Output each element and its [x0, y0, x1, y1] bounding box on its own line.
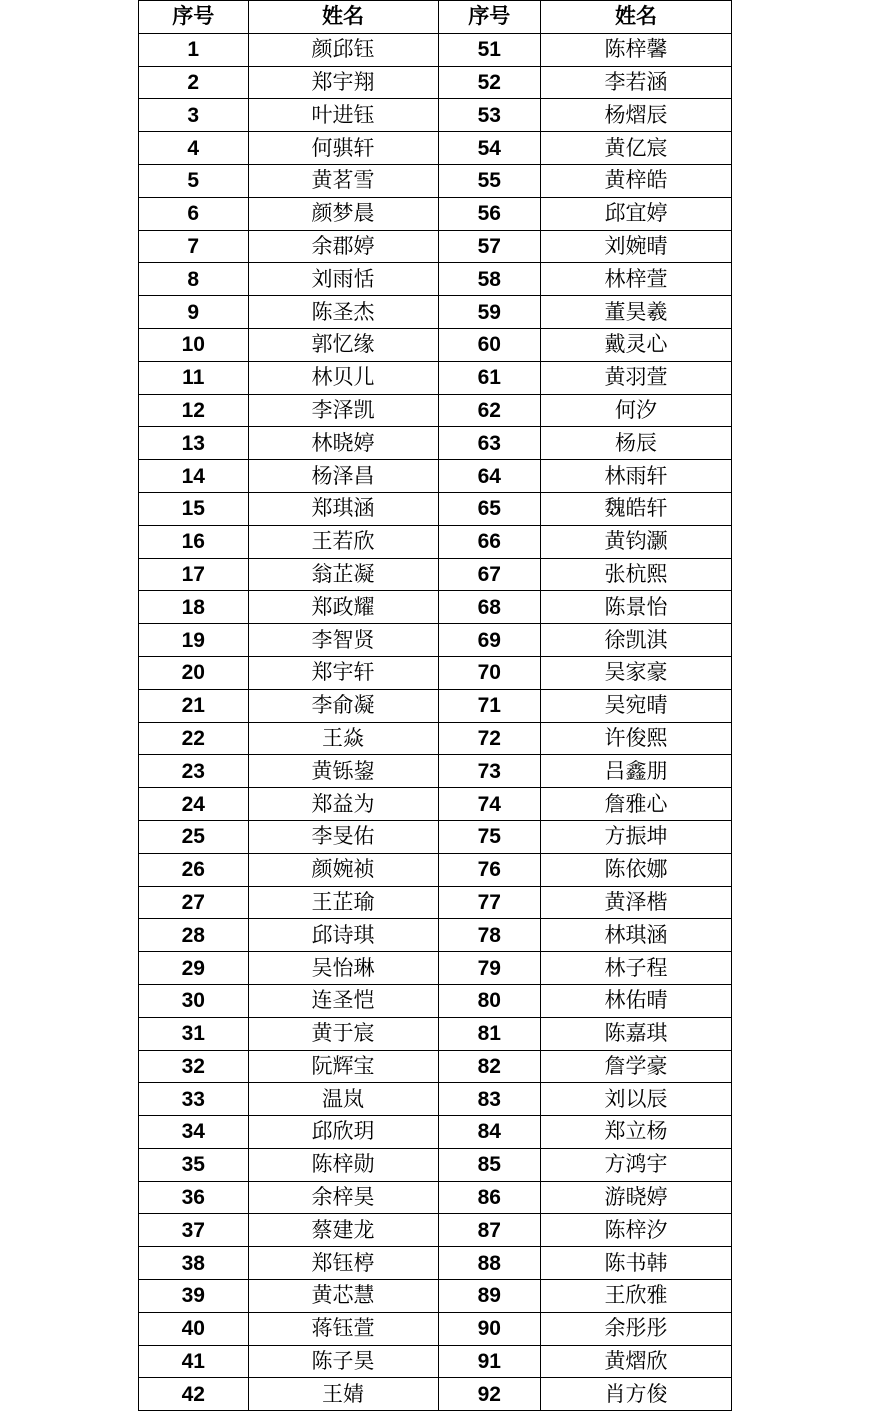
seq-number-right: 82 — [438, 1050, 541, 1083]
table-row — [139, 197, 732, 230]
seq-number-right: 54 — [438, 132, 541, 165]
seq-number-left: 34 — [139, 1116, 249, 1149]
student-name-left: 郑琪涵 — [248, 492, 438, 525]
seq-number-right: 52 — [438, 66, 541, 99]
table-row — [139, 984, 732, 1017]
student-name-left: 陈子昊 — [248, 1345, 438, 1378]
student-name-left: 颜婉祯 — [248, 853, 438, 886]
seq-number-right: 67 — [438, 558, 541, 591]
seq-number-right: 56 — [438, 197, 541, 230]
seq-number-right: 64 — [438, 460, 541, 493]
student-name-left: 王婧 — [248, 1378, 438, 1411]
student-name-right: 邱宜婷 — [541, 197, 732, 230]
student-name-right: 游晓婷 — [541, 1181, 732, 1214]
seq-number-right: 69 — [438, 624, 541, 657]
seq-number-left: 23 — [139, 755, 249, 788]
table-row — [139, 1083, 732, 1116]
seq-number-left: 29 — [139, 952, 249, 985]
seq-number-right: 73 — [438, 755, 541, 788]
seq-number-right: 84 — [438, 1116, 541, 1149]
table-row — [139, 263, 732, 296]
seq-number-left: 12 — [139, 394, 249, 427]
header-row — [139, 1, 732, 34]
table-row — [139, 394, 732, 427]
student-name-right: 詹雅心 — [541, 788, 732, 821]
seq-number-left: 17 — [139, 558, 249, 591]
student-name-right: 陈嘉琪 — [541, 1017, 732, 1050]
student-name-left: 余郡婷 — [248, 230, 438, 263]
seq-number-right: 78 — [438, 919, 541, 952]
table-row — [139, 66, 732, 99]
student-name-left: 何骐轩 — [248, 132, 438, 165]
seq-number-left: 19 — [139, 624, 249, 657]
student-name-left: 陈圣杰 — [248, 296, 438, 329]
table-row — [139, 361, 732, 394]
student-name-right: 郑立杨 — [541, 1116, 732, 1149]
table-row — [139, 1378, 732, 1411]
seq-number-right: 68 — [438, 591, 541, 624]
header-name-left: 姓名 — [248, 1, 438, 34]
student-name-left: 翁芷凝 — [248, 558, 438, 591]
table-row — [139, 427, 732, 460]
student-name-left: 王焱 — [248, 722, 438, 755]
seq-number-right: 62 — [438, 394, 541, 427]
seq-number-right: 60 — [438, 328, 541, 361]
table-row — [139, 525, 732, 558]
student-name-right: 魏皓轩 — [541, 492, 732, 525]
table-row — [139, 99, 732, 132]
seq-number-left: 2 — [139, 66, 249, 99]
seq-number-right: 87 — [438, 1214, 541, 1247]
table-row — [139, 558, 732, 591]
seq-number-left: 38 — [139, 1247, 249, 1280]
table-row — [139, 755, 732, 788]
table-row — [139, 1181, 732, 1214]
seq-number-left: 9 — [139, 296, 249, 329]
student-name-left: 李泽凯 — [248, 394, 438, 427]
table-row — [139, 591, 732, 624]
student-name-right: 黄亿宸 — [541, 132, 732, 165]
seq-number-left: 30 — [139, 984, 249, 1017]
table-row — [139, 689, 732, 722]
student-name-left: 陈梓勋 — [248, 1148, 438, 1181]
seq-number-left: 27 — [139, 886, 249, 919]
student-name-left: 郑宇翔 — [248, 66, 438, 99]
table-row — [139, 460, 732, 493]
seq-number-right: 58 — [438, 263, 541, 296]
student-name-right: 黄钧灏 — [541, 525, 732, 558]
seq-number-right: 70 — [438, 656, 541, 689]
table-row — [139, 164, 732, 197]
seq-number-right: 90 — [438, 1312, 541, 1345]
student-name-right: 刘婉晴 — [541, 230, 732, 263]
seq-number-left: 4 — [139, 132, 249, 165]
seq-number-right: 61 — [438, 361, 541, 394]
student-name-right: 詹学豪 — [541, 1050, 732, 1083]
table-row — [139, 1017, 732, 1050]
student-name-left: 连圣恺 — [248, 984, 438, 1017]
seq-number-left: 10 — [139, 328, 249, 361]
seq-number-right: 59 — [438, 296, 541, 329]
student-name-left: 邱欣玥 — [248, 1116, 438, 1149]
seq-number-right: 63 — [438, 427, 541, 460]
table-row — [139, 624, 732, 657]
student-name-right: 林琪涵 — [541, 919, 732, 952]
table-row — [139, 1247, 732, 1280]
table-row — [139, 952, 732, 985]
student-name-right: 余彤彤 — [541, 1312, 732, 1345]
seq-number-right: 80 — [438, 984, 541, 1017]
roster-body — [139, 33, 732, 1410]
student-name-left: 郑宇轩 — [248, 656, 438, 689]
seq-number-left: 25 — [139, 820, 249, 853]
student-name-left: 叶进钰 — [248, 99, 438, 132]
student-name-right: 许俊熙 — [541, 722, 732, 755]
student-name-right: 董昊羲 — [541, 296, 732, 329]
student-name-left: 刘雨恬 — [248, 263, 438, 296]
student-name-right: 杨熠辰 — [541, 99, 732, 132]
student-name-right: 黄熠欣 — [541, 1345, 732, 1378]
student-name-right: 肖方俊 — [541, 1378, 732, 1411]
student-name-left: 李俞凝 — [248, 689, 438, 722]
table-row — [139, 656, 732, 689]
student-name-left: 黄铄鋆 — [248, 755, 438, 788]
student-name-right: 方鸿宇 — [541, 1148, 732, 1181]
header-name-right: 姓名 — [541, 1, 732, 34]
table-row — [139, 886, 732, 919]
student-name-right: 王欣雅 — [541, 1280, 732, 1313]
student-name-right: 林佑晴 — [541, 984, 732, 1017]
seq-number-left: 40 — [139, 1312, 249, 1345]
student-name-right: 陈依娜 — [541, 853, 732, 886]
student-name-left: 黄芯慧 — [248, 1280, 438, 1313]
student-name-left: 温岚 — [248, 1083, 438, 1116]
student-name-right: 李若涵 — [541, 66, 732, 99]
student-name-left: 王芷瑜 — [248, 886, 438, 919]
seq-number-right: 89 — [438, 1280, 541, 1313]
seq-number-left: 14 — [139, 460, 249, 493]
student-name-left: 李旻佑 — [248, 820, 438, 853]
student-name-left: 黄于宸 — [248, 1017, 438, 1050]
seq-number-left: 8 — [139, 263, 249, 296]
student-name-right: 吴家豪 — [541, 656, 732, 689]
seq-number-left: 11 — [139, 361, 249, 394]
table-row — [139, 328, 732, 361]
student-name-left: 王若欣 — [248, 525, 438, 558]
student-name-right: 刘以辰 — [541, 1083, 732, 1116]
seq-number-left: 37 — [139, 1214, 249, 1247]
student-name-left: 李智贤 — [248, 624, 438, 657]
student-name-left: 颜邱钰 — [248, 33, 438, 66]
student-name-right: 黄泽楷 — [541, 886, 732, 919]
seq-number-left: 7 — [139, 230, 249, 263]
seq-number-left: 15 — [139, 492, 249, 525]
student-name-right: 林子程 — [541, 952, 732, 985]
seq-number-right: 72 — [438, 722, 541, 755]
seq-number-left: 16 — [139, 525, 249, 558]
student-name-right: 吕鑫朋 — [541, 755, 732, 788]
seq-number-right: 53 — [438, 99, 541, 132]
header-seq-right: 序号 — [438, 1, 541, 34]
header-seq-left: 序号 — [139, 1, 249, 34]
seq-number-right: 85 — [438, 1148, 541, 1181]
student-name-left: 阮辉宝 — [248, 1050, 438, 1083]
seq-number-right: 92 — [438, 1378, 541, 1411]
student-name-left: 林贝儿 — [248, 361, 438, 394]
student-name-right: 方振坤 — [541, 820, 732, 853]
seq-number-left: 39 — [139, 1280, 249, 1313]
student-name-left: 蒋钰萱 — [248, 1312, 438, 1345]
student-name-right: 杨辰 — [541, 427, 732, 460]
student-name-right: 林梓萱 — [541, 263, 732, 296]
student-name-left: 林晓婷 — [248, 427, 438, 460]
table-row — [139, 1116, 732, 1149]
seq-number-left: 1 — [139, 33, 249, 66]
seq-number-left: 35 — [139, 1148, 249, 1181]
seq-number-left: 33 — [139, 1083, 249, 1116]
student-name-right: 吴宛晴 — [541, 689, 732, 722]
seq-number-left: 3 — [139, 99, 249, 132]
seq-number-right: 81 — [438, 1017, 541, 1050]
student-name-left: 郑益为 — [248, 788, 438, 821]
seq-number-left: 5 — [139, 164, 249, 197]
seq-number-left: 13 — [139, 427, 249, 460]
seq-number-right: 55 — [438, 164, 541, 197]
table-row — [139, 1214, 732, 1247]
student-name-left: 吴怡琳 — [248, 952, 438, 985]
seq-number-right: 66 — [438, 525, 541, 558]
seq-number-left: 20 — [139, 656, 249, 689]
seq-number-right: 79 — [438, 952, 541, 985]
seq-number-right: 57 — [438, 230, 541, 263]
seq-number-right: 83 — [438, 1083, 541, 1116]
student-name-left: 杨泽昌 — [248, 460, 438, 493]
table-row — [139, 492, 732, 525]
student-name-left: 郑钰楟 — [248, 1247, 438, 1280]
student-name-right: 何汐 — [541, 394, 732, 427]
table-row — [139, 296, 732, 329]
student-name-left: 余梓昊 — [248, 1181, 438, 1214]
seq-number-left: 22 — [139, 722, 249, 755]
student-name-right: 陈景怡 — [541, 591, 732, 624]
table-row — [139, 33, 732, 66]
seq-number-right: 65 — [438, 492, 541, 525]
seq-number-left: 24 — [139, 788, 249, 821]
seq-number-right: 91 — [438, 1345, 541, 1378]
student-name-right: 张杭熙 — [541, 558, 732, 591]
table-row — [139, 1050, 732, 1083]
student-name-left: 黄茗雪 — [248, 164, 438, 197]
student-name-right: 黄羽萱 — [541, 361, 732, 394]
table-row — [139, 853, 732, 886]
seq-number-left: 18 — [139, 591, 249, 624]
seq-number-right: 74 — [438, 788, 541, 821]
student-name-left: 邱诗琪 — [248, 919, 438, 952]
seq-number-right: 75 — [438, 820, 541, 853]
table-row — [139, 722, 732, 755]
seq-number-right: 77 — [438, 886, 541, 919]
seq-number-left: 26 — [139, 853, 249, 886]
roster-table — [138, 0, 732, 1411]
seq-number-left: 31 — [139, 1017, 249, 1050]
student-name-right: 陈书韩 — [541, 1247, 732, 1280]
student-name-right: 黄梓皓 — [541, 164, 732, 197]
seq-number-left: 21 — [139, 689, 249, 722]
seq-number-right: 76 — [438, 853, 541, 886]
student-name-left: 蔡建龙 — [248, 1214, 438, 1247]
table-row — [139, 1345, 732, 1378]
seq-number-right: 71 — [438, 689, 541, 722]
student-name-right: 陈梓汐 — [541, 1214, 732, 1247]
table-row — [139, 820, 732, 853]
table-row — [139, 919, 732, 952]
seq-number-left: 32 — [139, 1050, 249, 1083]
table-row — [139, 230, 732, 263]
student-name-right: 徐凯淇 — [541, 624, 732, 657]
student-name-left: 郭忆缘 — [248, 328, 438, 361]
seq-number-left: 28 — [139, 919, 249, 952]
seq-number-left: 42 — [139, 1378, 249, 1411]
student-name-left: 颜梦晨 — [248, 197, 438, 230]
table-row — [139, 1280, 732, 1313]
student-name-right: 戴灵心 — [541, 328, 732, 361]
table-row — [139, 132, 732, 165]
seq-number-right: 86 — [438, 1181, 541, 1214]
student-name-left: 郑政耀 — [248, 591, 438, 624]
seq-number-right: 88 — [438, 1247, 541, 1280]
seq-number-left: 36 — [139, 1181, 249, 1214]
table-row — [139, 1148, 732, 1181]
table-row — [139, 788, 732, 821]
student-name-right: 陈梓馨 — [541, 33, 732, 66]
seq-number-left: 41 — [139, 1345, 249, 1378]
seq-number-right: 51 — [438, 33, 541, 66]
table-row — [139, 1312, 732, 1345]
student-name-right: 林雨轩 — [541, 460, 732, 493]
seq-number-left: 6 — [139, 197, 249, 230]
